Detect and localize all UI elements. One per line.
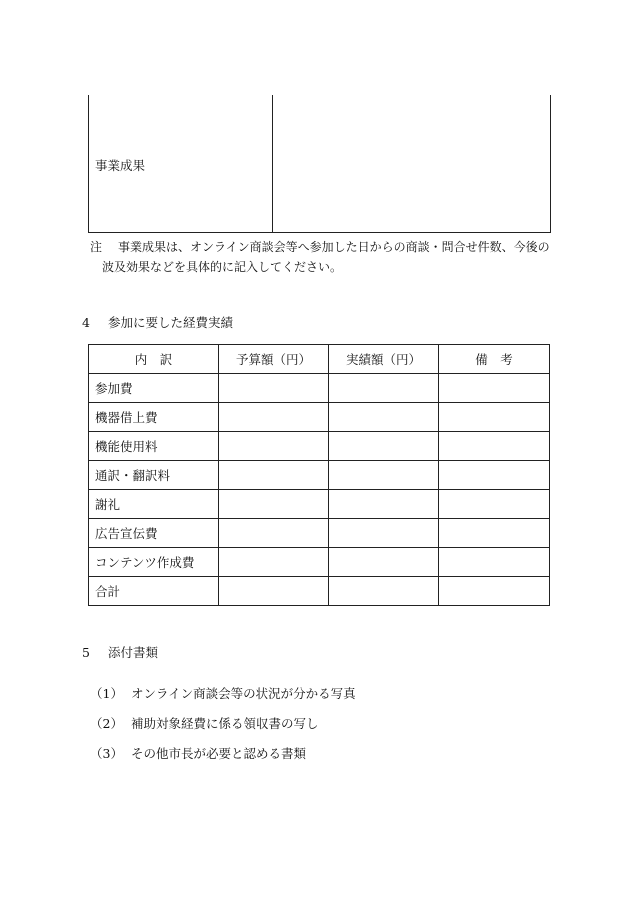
list-item [90,684,356,702]
table-border-bottom [88,232,551,233]
section-5-number: 5 [82,645,90,660]
row-label: 広告宣伝費 [89,519,219,548]
remarks-cell[interactable] [439,490,550,519]
attachment-number: （1） [90,686,123,701]
actual-cell[interactable] [329,490,439,519]
budget-cell[interactable] [219,548,329,577]
list-item [90,744,306,762]
header-actual: 実績額（円） [329,345,439,374]
attachment-text: 補助対象経費に係る領収書の写し [130,716,319,731]
actual-cell[interactable] [329,374,439,403]
section-5-heading [82,643,158,661]
table-row [89,432,550,461]
remarks-cell[interactable] [439,403,550,432]
row-label: 通訳・翻訳料 [89,461,219,490]
table-row [89,548,550,577]
table-row [89,461,550,490]
attachment-number: （2） [90,716,123,731]
header-remarks: 備 考 [439,345,550,374]
remarks-cell[interactable] [439,432,550,461]
section-4-number: 4 [82,315,90,330]
row-label: 機器借上費 [89,403,219,432]
row-label: 機能使用料 [89,432,219,461]
results-table [88,95,551,233]
table-row [89,403,550,432]
expense-table [88,344,550,606]
budget-cell[interactable] [219,490,329,519]
table-row [89,490,550,519]
row-label: 謝礼 [89,490,219,519]
remarks-cell[interactable] [439,374,550,403]
attachment-text: オンライン商談会等の状況が分かる写真 [130,686,356,701]
actual-cell[interactable] [329,548,439,577]
actual-cell[interactable] [329,577,439,606]
results-label: 事業成果 [95,158,146,173]
budget-cell[interactable] [219,461,329,490]
remarks-cell[interactable] [439,519,550,548]
header-budget: 予算額（円） [219,345,329,374]
row-label: 合計 [89,577,219,606]
remarks-cell[interactable] [439,461,550,490]
row-label: コンテンツ作成費 [89,548,219,577]
header-breakdown: 内 訳 [89,345,219,374]
row-label: 参加費 [89,374,219,403]
note-line-2: 波及効果などを具体的に記入してください。 [102,260,343,274]
section-4-title: 参加に要した経費実績 [107,315,233,330]
section-4-heading [82,313,233,331]
list-item [90,714,318,732]
table-row [89,577,550,606]
table-border-left [88,95,89,233]
actual-cell[interactable] [329,461,439,490]
table-border-right [550,95,551,233]
budget-cell[interactable] [219,519,329,548]
budget-cell[interactable] [219,432,329,461]
budget-cell[interactable] [219,403,329,432]
attachment-number: （3） [90,746,123,761]
table-border-middle [272,95,273,233]
remarks-cell[interactable] [439,548,550,577]
table-row [89,519,550,548]
actual-cell[interactable] [329,519,439,548]
actual-cell[interactable] [329,403,439,432]
results-note [90,238,550,255]
remarks-cell[interactable] [439,577,550,606]
actual-cell[interactable] [329,432,439,461]
note-line-1: 事業成果は、オンライン商談会等へ参加した日からの商談・問合せ件数、今後の [118,240,550,254]
expense-header-row [89,345,550,374]
attachment-text: その他市長が必要と認める書類 [130,746,306,761]
note-prefix: 注 [90,240,103,254]
budget-cell[interactable] [219,577,329,606]
table-row [89,374,550,403]
section-5-title: 添付書類 [107,645,158,660]
budget-cell[interactable] [219,374,329,403]
